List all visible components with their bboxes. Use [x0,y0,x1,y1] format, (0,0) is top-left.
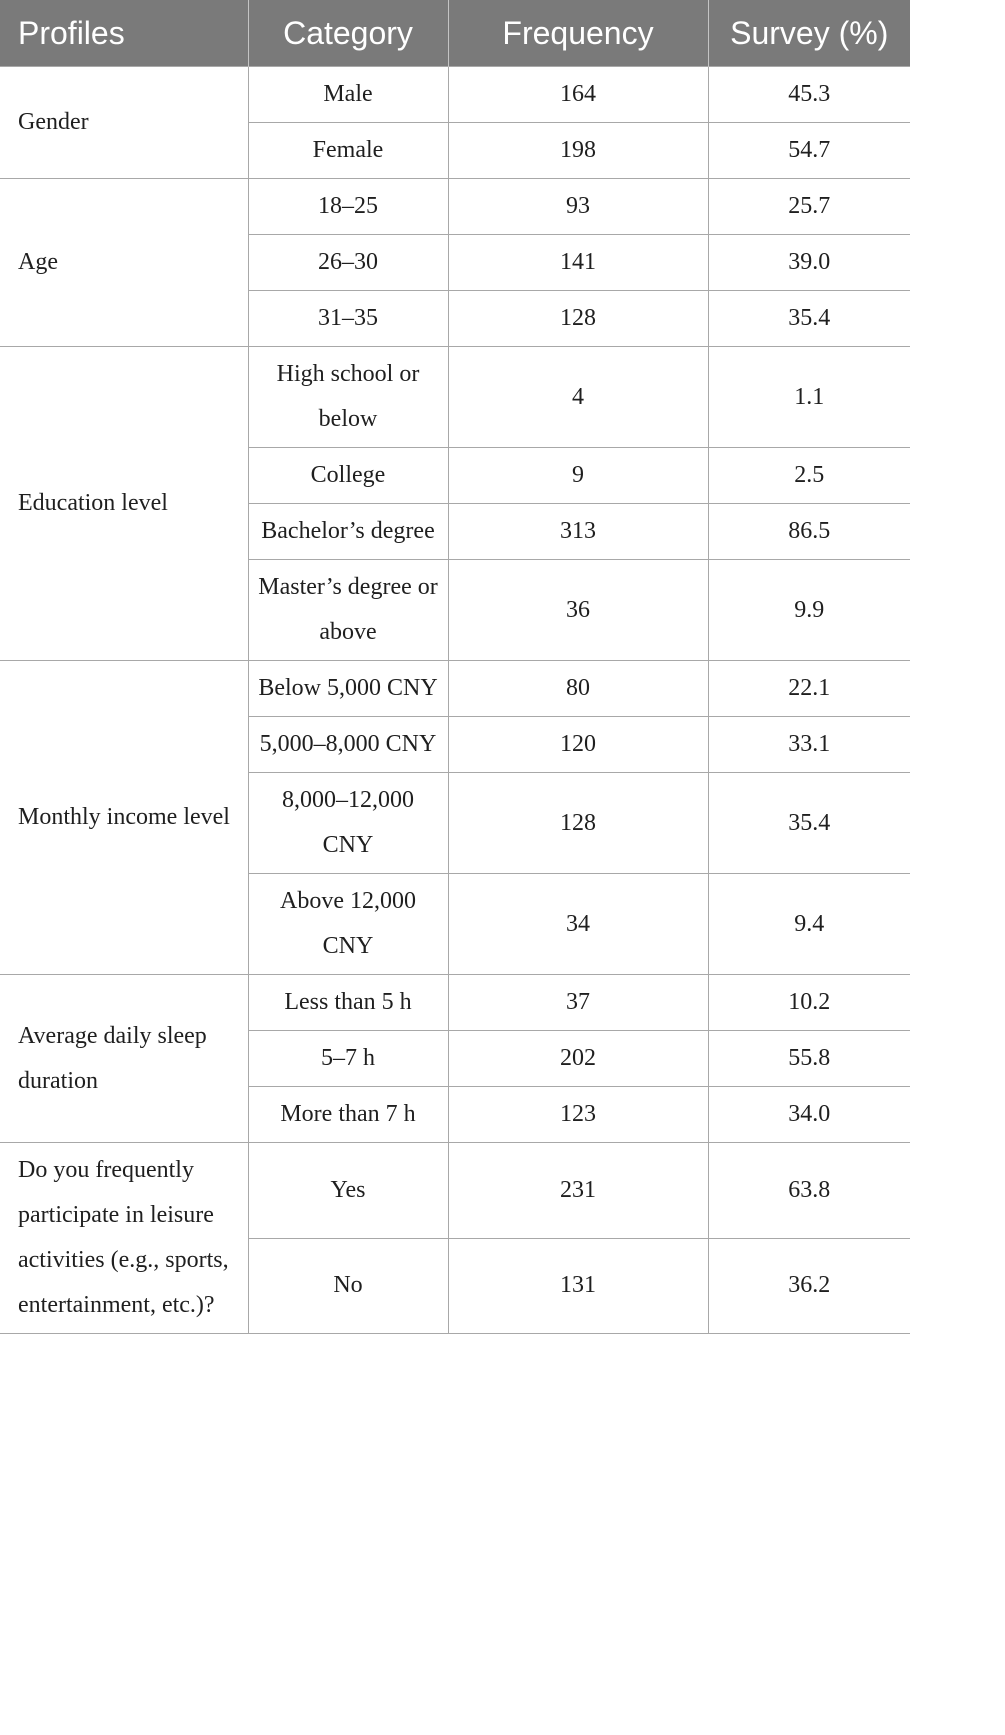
frequency-cell: 164 [448,67,708,123]
profile-cell: Monthly income level [0,661,248,975]
category-cell: More than 7 h [248,1087,448,1143]
table-row [0,1143,910,1239]
percent-cell: 33.1 [708,717,910,773]
frequency-cell: 128 [448,291,708,347]
frequency-cell: 9 [448,448,708,504]
header-frequency: Frequency [448,0,708,67]
header-category: Category [248,0,448,67]
percent-cell: 45.3 [708,67,910,123]
frequency-cell: 313 [448,504,708,560]
frequency-cell: 198 [448,123,708,179]
percent-cell: 63.8 [708,1143,910,1239]
frequency-cell: 80 [448,661,708,717]
frequency-cell: 93 [448,179,708,235]
category-cell: 5–7 h [248,1031,448,1087]
table-row [0,661,910,717]
category-cell: Yes [248,1143,448,1239]
percent-cell: 34.0 [708,1087,910,1143]
category-cell: Below 5,000 CNY [248,661,448,717]
profile-cell: Age [0,179,248,347]
percent-cell: 35.4 [708,291,910,347]
category-cell: Bachelor’s degree [248,504,448,560]
table-row [0,347,910,448]
frequency-cell: 128 [448,773,708,874]
category-cell: Male [248,67,448,123]
percent-cell: 55.8 [708,1031,910,1087]
header-survey-percent: Survey (%) [708,0,910,67]
category-cell: 8,000–12,000 CNY [248,773,448,874]
frequency-cell: 34 [448,874,708,975]
table-row [0,67,910,123]
category-cell: 5,000–8,000 CNY [248,717,448,773]
category-cell: College [248,448,448,504]
profile-cell: Gender [0,67,248,179]
percent-cell: 35.4 [708,773,910,874]
frequency-cell: 4 [448,347,708,448]
frequency-cell: 36 [448,560,708,661]
category-cell: 31–35 [248,291,448,347]
category-cell: Less than 5 h [248,975,448,1031]
header-row [0,0,910,67]
profile-cell: Average daily sleep duration [0,975,248,1143]
frequency-cell: 37 [448,975,708,1031]
percent-cell: 22.1 [708,661,910,717]
category-cell: No [248,1238,448,1334]
frequency-cell: 120 [448,717,708,773]
table-row [0,179,910,235]
category-cell: Above 12,000 CNY [248,874,448,975]
profile-cell: Education level [0,347,248,661]
percent-cell: 2.5 [708,448,910,504]
header-profiles: Profiles [0,0,248,67]
category-cell: High school or below [248,347,448,448]
percent-cell: 39.0 [708,235,910,291]
table-row [0,975,910,1031]
frequency-cell: 202 [448,1031,708,1087]
percent-cell: 25.7 [708,179,910,235]
category-cell: Female [248,123,448,179]
frequency-cell: 131 [448,1238,708,1334]
percent-cell: 36.2 [708,1238,910,1334]
percent-cell: 9.4 [708,874,910,975]
percent-cell: 9.9 [708,560,910,661]
frequency-cell: 231 [448,1143,708,1239]
frequency-cell: 123 [448,1087,708,1143]
percent-cell: 54.7 [708,123,910,179]
category-cell: Master’s degree or above [248,560,448,661]
category-cell: 26–30 [248,235,448,291]
frequency-cell: 141 [448,235,708,291]
percent-cell: 86.5 [708,504,910,560]
profile-cell: Do you frequently participate in leisure activities (e.g., sports, entertainment, etc.)? [0,1143,248,1334]
percent-cell: 10.2 [708,975,910,1031]
percent-cell: 1.1 [708,347,910,448]
category-cell: 18–25 [248,179,448,235]
